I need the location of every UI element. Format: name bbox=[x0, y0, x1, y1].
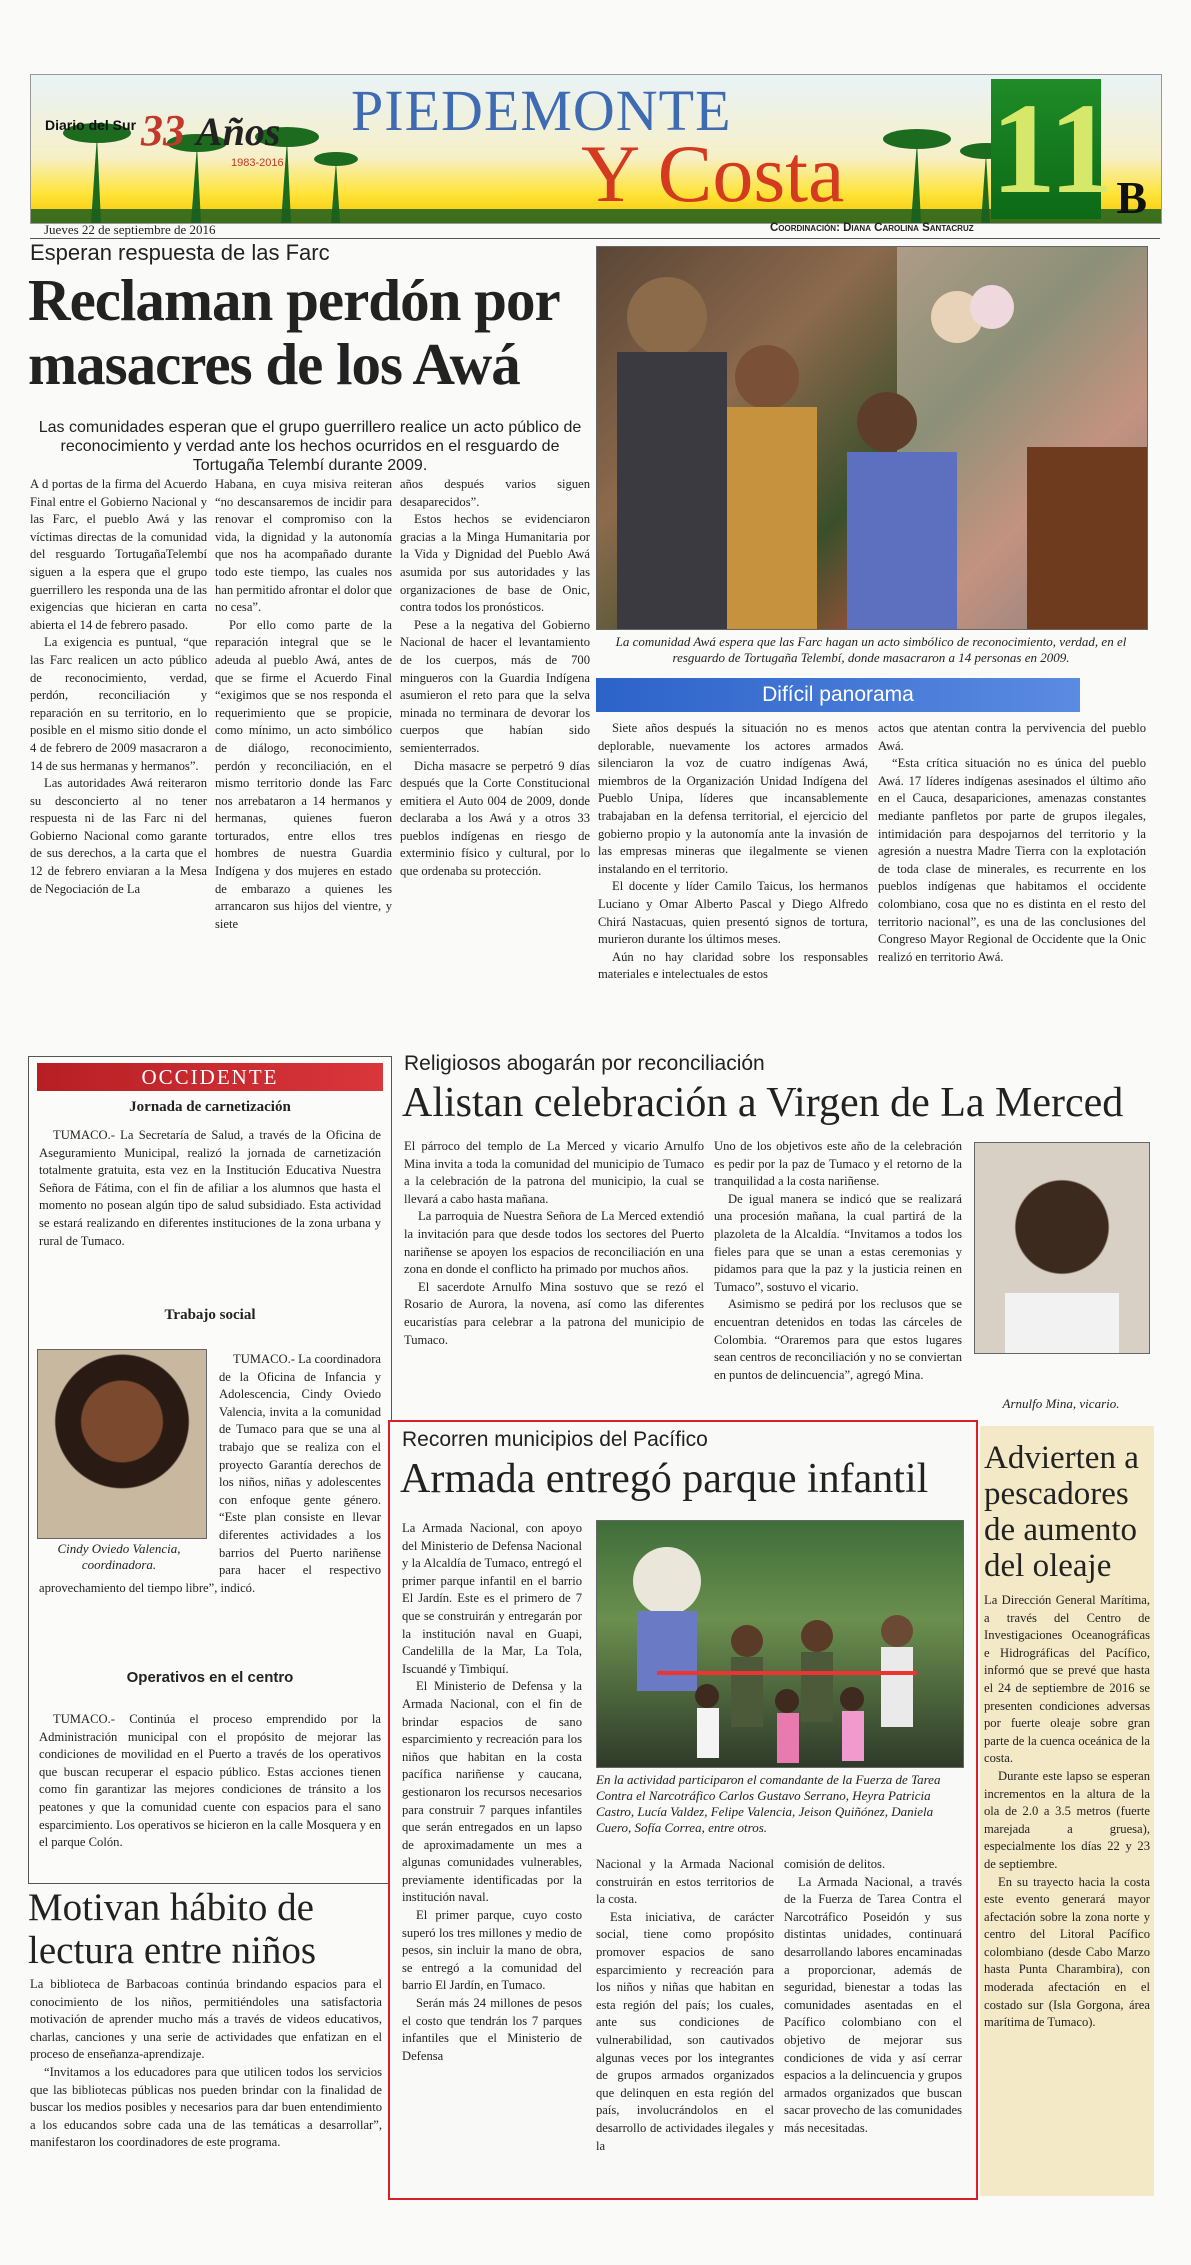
newspaper-brand: Diario del Sur bbox=[45, 117, 137, 133]
lead-kicker: Esperan respuesta de las Farc bbox=[30, 240, 330, 265]
lead-headline: Reclaman perdón por masacres de los Awá bbox=[28, 267, 559, 397]
park-ceremony-illustration bbox=[597, 1521, 963, 1767]
coordination-credit: Coordinación: Diana Carolina Santacruz bbox=[770, 222, 974, 234]
panorama-paragraph: actos que atentan contra la pervivencia del pueblo Awá. bbox=[878, 721, 1146, 753]
armada-paragraph: Nacional y la Armada Nacional construirán en estos territorios de la costa. bbox=[596, 1857, 774, 1907]
lectura-text bbox=[30, 1976, 382, 2190]
occidente-box bbox=[28, 1056, 392, 1884]
panorama-column-2 bbox=[878, 720, 1146, 1050]
lead-paragraph: años después varios siguen desaparecidos”. bbox=[400, 477, 590, 509]
lead-paragraph: Las autoridades Awá reiteraron su desconcierto al no tener respuesta ni de las Farc ni del Gobierno Nacional como garante de sus derechos, a la carta que el 12 de febrero enviaran a la Mesa de Negociación de La bbox=[30, 776, 207, 896]
pescadores-box bbox=[980, 1426, 1154, 2196]
armada-column-3 bbox=[784, 1856, 962, 2192]
panorama-column-1 bbox=[598, 720, 868, 1050]
anniversary-number: 33 bbox=[141, 106, 185, 155]
pescadores-paragraph: Durante este lapso se esperan incrementos en la altura de la ola de 2.0 a 3.5 metros (fuerte marejada a gruesa), especialmente los días 22 y 23 de septiembre. bbox=[984, 1768, 1150, 1871]
armada-kicker: Recorren municipios del Pacífico bbox=[402, 1428, 708, 1451]
lead-paragraph: Por ello como parte de la reparación integral que se le adeuda al pueblo Awá, antes de que se firme el Acuerdo Final “exigimos que se nos responda el requerimiento que se propicie, como mínimo, un acto simbólico de diálogo, reconocimiento, perdón y reconciliación, en el mismo territorio donde las Farc nos arrebataron a 14 hermanos y hermanas, quienes fueron torturados, entre ellos tres hombres de nuestra Guardia Indígena y dos mujeres en estado de embarazo a quienes les arrancaron sus hijos del vientre, y siete bbox=[215, 617, 392, 931]
anniversary-years: 1983-2016 bbox=[231, 157, 284, 169]
page-number: 11 bbox=[991, 77, 1114, 221]
lead-column-1 bbox=[30, 476, 207, 1036]
occidente-text-3 bbox=[39, 1711, 381, 1871]
masthead-divider bbox=[30, 238, 1160, 239]
armada-paragraph: La Armada Nacional, con apoyo del Ministerio de Defensa Nacional y la Alcaldía de Tumaco, entregó el primer parque infantil en el barrio El Jardín. Este es el primero de 7 que se construirán y entregarán por la institución naval en Guapi, Candelilla de la Mar, La Tola, Iscuandé y Timbiquí. bbox=[402, 1521, 582, 1676]
pescadores-paragraph: La Dirección General Marítima, a través del Centro de Investigaciones Oceanográficas e Hidrográficas del Pacífico, informó que se prevé que hasta el 24 de septiembre de 2016 se presenten condiciones adversas por fuerte oleaje sobre gran parte de la cuenca oceánica de la costa. bbox=[984, 1593, 1150, 1766]
panorama-paragraph: Siete años después la situación no es menos deplorable, nuevamente los actores armados silenciaron la voz de cuatro indígenas Awá, miembros de la Organización Unidad Indígena del Pueblo Unipa, líderes que incansablemente trabajaban en la defensa territorial, el ejercicio del gobierno propio y la autonomía ante la invasión de las empresas mineras que ilegalmente se vienen instalando en el territorio. bbox=[598, 721, 868, 876]
armada-photo bbox=[596, 1520, 964, 1768]
pescadores-paragraph: En su trayecto hacia la costa este evento generará mayor afectación sobre la zona norte y centro del Litoral Pacífico colombiano (desde Cabo Marzo hasta Punta Charambira), con moderada afectación en el costado sur (Isla Gorgona, área marítima de Tumaco). bbox=[984, 1874, 1150, 2030]
anniversary-badge bbox=[141, 105, 281, 156]
occidente-text-2 bbox=[39, 1351, 381, 1601]
issue-date: Jueves 22 de septiembre de 2016 bbox=[44, 222, 216, 237]
religiosos-paragraph: El sacerdote Arnulfo Mina sostuvo que se rezó el Rosario de Aurora, la novena, así como las diferentes eucaristías para celebrar a la patrona del municipio de Tumaco. bbox=[404, 1279, 704, 1347]
armada-headline: Armada entregó parque infantil bbox=[400, 1456, 929, 1502]
lectura-headline: Motivan hábito de lectura entre niños bbox=[28, 1886, 317, 1972]
arnulfo-photo-caption: Arnulfo Mina, vicario. bbox=[1002, 1396, 1120, 1411]
armada-column-1 bbox=[402, 1520, 582, 2190]
arnulfo-mina-photo bbox=[974, 1142, 1150, 1354]
lead-paragraph: A d portas de la firma del Acuerdo Final entre el Gobierno Nacional y las Farc, el pueblo Awá y las víctimas directas de la comunidad del resguardo TortugañaTelembí siguen a la espera que el grupo guerrillero les responda una de las exigencias que hicieran en carta abierta el 14 de febrero pasado. bbox=[30, 477, 207, 632]
masthead bbox=[30, 74, 1162, 224]
lead-paragraph: La exigencia es puntual, “que las Farc realicen un acto público de reconocimiento, verdad, perdón, reconciliación y reparación en su territorio, en lo posible en el mismo sitio donde el 4 de febrero de 2009 masacraron a 14 de sus hermanas y hermanos”. bbox=[30, 635, 207, 773]
religiosos-paragraph: Uno de los objetivos este año de la celebración es pedir por la paz de Tumaco y el retorno de la tranquilidad a la costa nariñense. bbox=[714, 1139, 962, 1189]
cindy-photo-caption: Cindy Oviedo Valencia, coordinadora. bbox=[57, 1541, 181, 1572]
section-title-line2: Y Costa bbox=[581, 128, 845, 219]
lead-paragraph: Estos hechos se evidenciaron gracias a la Minga Humanitaria por la Vida y Dignidad del Pueblo Awá asumida por sus autoridades y las organizaciones de base de Onic, contra todos los pronósticos. bbox=[400, 512, 590, 615]
lectura-paragraph: “Invitamos a los educadores para que utilicen todos los servicios que las bibliotecas públicas nos pueden brindar con la finalidad de buscar los medios posibles y necesarios para dar buen entendimiento a los educandos sobre cada una de las temáticas a desarrollar”, manifestaron los coordinadores de este programa. bbox=[30, 2064, 382, 2150]
religiosos-kicker: Religiosos abogarán por reconciliación bbox=[404, 1052, 765, 1075]
occidente-paragraph: TUMACO.- La coordinadora de la Oficina de Infancia y Adolescencia, Cindy Oviedo Valencia, invita a la comunidad de Tumaco para que se una al trabajo que se realiza con el proyecto Garantía derechos de los niños, niñas y adolescentes con enfoque gente género. “Este plan consiste en llevar diferentes actividades a los barrios del Puerto nariñense para hacer el respectivo aprovechamiento del tiempo libre”, indicó. bbox=[39, 1352, 381, 1595]
religiosos-paragraph: De igual manera se indicó que se realizará una procesión mañana, la cual partirá de la plazoleta de la Alcaldía. “Invitamos a todos los fieles para que se unan a estas ceremonias y pidamos para que la paz y la justicia reinen en Tumaco”, sostuvo el vicario. bbox=[714, 1191, 962, 1294]
mourners-photo-illustration bbox=[597, 247, 1147, 629]
portrait-illustration bbox=[975, 1143, 1149, 1353]
armada-paragraph: El primer parque, cuyo costo superó los tres millones y medio de pesos, sin incluir la mano de obra, se entregó a la comunidad del barrio El Jardín, en Tumaco. bbox=[402, 1908, 582, 1993]
occidente-text-1 bbox=[39, 1127, 381, 1307]
religiosos-paragraph: Asimismo se pedirá por los reclusos que se encuentran detenidos en todas las cárceles de Colombia. “Oraremos para que estos lugares sean centros de reconciliación y no se conviertan en puntos de delincuencia”, agregó Mina. bbox=[714, 1297, 962, 1382]
lead-column-3 bbox=[400, 476, 590, 1036]
panorama-paragraph: “Esta crítica situación no es única del pueblo Awá. 17 líderes indígenas asesinados el último año en el Cauca, desapariciones, amenazas constantes mediante panfletos por parte de grupos ilegales, intimidación para despojarnos del territorio y la agresión a nuestra Madre Tierra con la explotación de toda clase de minerales, es recurrente en los pueblos indígenas que habitamos el occidente colombiano, cosa que no es distinta en el resto del territorio nacional”, es una de las conclusiones del Congreso Mayor Regional de Occidente que la Onic realizó en territorio Awá. bbox=[878, 756, 1146, 964]
religiosos-paragraph: El párroco del templo de La Merced y vicario Arnulfo Mina invita a toda la comunidad del municipio de Tumaco a la celebración de la patrona del municipio, la cual se llevará a cabo hasta mañana. bbox=[404, 1139, 704, 1206]
armada-paragraph: comisión de delitos. bbox=[784, 1857, 886, 1871]
panorama-paragraph: El docente y líder Camilo Taicus, los hermanos Luciano y Omar Alberto Pascal y Diego Alfredo Chirá Nastacuas, quien presentó signos de tortura, murieron durante los últimos meses. bbox=[598, 879, 868, 947]
armada-photo-caption: En la actividad participaron el comandante de la Fuerza de Tarea Contra el Narcotráfico Carlos Gustavo Serrano, Heyra Patricia Castro, Lucía Valdez, Felipe Valencia, Jeison Quiñónez, Daniela Cuero, Sofía Correa, entre otros. bbox=[596, 1772, 941, 1835]
occidente-heading-3: Operativos en el centro bbox=[126, 1669, 294, 1686]
occidente-paragraph: TUMACO.- La Secretaría de Salud, a través de la Oficina de Aseguramiento Municipal, realizó la jornada de carnetización totalmente gratuita, esta vez en la Institución Educativa Nuestra Señora de Fátima, con el fin de afiliar a los alumnos que hasta el momento no posean algún tipo de salud subsidiado. Esta actividad se estará realizando en diferentes instituciones de la zona urbana y rural de Tumaco. bbox=[39, 1128, 381, 1248]
pescadores-headline: Advierten a pescadores de aumento del oleaje bbox=[984, 1440, 1139, 1584]
anniversary-word: Años bbox=[196, 109, 281, 154]
occidente-banner: OCCIDENTE bbox=[37, 1063, 383, 1091]
armada-column-2 bbox=[596, 1856, 774, 2192]
religiosos-paragraph: La parroquia de Nuestra Señora de La Merced extendió la invitación para que desde todos los sectores del Puerto nariñense se apoyen los espacios de reconciliación en una zona en donde el conflicto ha primado por muchos años. bbox=[404, 1209, 704, 1277]
lead-column-2 bbox=[215, 476, 392, 1036]
armada-article-box bbox=[388, 1420, 978, 2200]
panorama-paragraph: Aún no hay claridad sobre los responsables materiales e intelectuales de estos bbox=[598, 949, 868, 982]
armada-paragraph: El Ministerio de Defensa y la Armada Nacional, con el fin de brindar espacios de sano esparcimiento y recreación para los niños que habitan en la costa pacífica nariñense y caucana, gestionaron los recursos necesarios para construir 7 parques infantiles que serán entregados en un lapso de aproximadamente un mes a algunas comunidades vulnerables, previamente identificadas por la institución naval. bbox=[402, 1679, 582, 1905]
armada-paragraph: Esta iniciativa, de carácter social, tiene como propósito promover espacios de sano esparcimiento y recreación para los niños y niñas que habitan en esta región del país; los cuales, ante sus condiciones de vulnerabilidad, son cautivados algunas veces por los integrantes de grupos armados organizados que delinquen en esta región del país, involucrándolos en el desarrollo de actividades ilegales y la bbox=[596, 1909, 774, 2153]
lead-paragraph: Pese a la negativa del Gobierno Nacional de hacer el levantamiento de los cuerpos, más de 700 mingueros con la Guardia Indígena asumieron el reto para que la selva minada no terminara de devorar los cuerpos que habían sido semienterrados. bbox=[400, 617, 590, 755]
lead-paragraph: Habana, en cuya misiva reiteran “no descansaremos de incidir para renovar el compromiso con la vida, la dignidad y la autonomía que nos ha acompañado durante todo este tiempo, las cuales nos han permitido afrontar el dolor que no cesa”. bbox=[215, 477, 392, 615]
religiosos-column-1 bbox=[404, 1138, 704, 1418]
panorama-banner: Difícil panorama bbox=[596, 678, 1080, 712]
occidente-paragraph: TUMACO.- Continúa el proceso emprendido por la Administración municipal con el propósito de mejorar las condiciones de movilidad en el Puerto a través de los operativos que buscan recuperar el espacio público. Estas acciones tienen como fin garantizar las mejores condiciones de tránsito a los peatones y que la comunidad cuente con espacios para el sano esparcimiento. Los operativos se hicieron en la calle Mosquera y en el parque Colón. bbox=[39, 1712, 381, 1850]
section-title-line1: PIEDEMONTE bbox=[351, 78, 732, 143]
occidente-heading-2: Trabajo social bbox=[164, 1307, 256, 1323]
occidente-heading-1: Jornada de carnetización bbox=[129, 1099, 291, 1115]
religiosos-headline: Alistan celebración a Virgen de La Merced bbox=[402, 1080, 1124, 1126]
armada-paragraph: La Armada Nacional, a través de la Fuerza de Tarea Contra el Narcotráfico Poseidón y sus distintas unidades, continuará desarrollando labores encaminadas a proporcionar, además de seguridad, bienestar a todas las comunidades asentadas en el Pacífico colombiano con el objetivo de mejorar sus condiciones de vida y así cerrar espacios a la delincuencia y grupos armados organizados que buscan sacar provecho de las comunidades más necesitadas. bbox=[784, 1874, 962, 2135]
lead-photo bbox=[596, 246, 1148, 630]
page-letter: B bbox=[1116, 172, 1147, 223]
lead-photo-caption: La comunidad Awá espera que las Farc hagan un acto simbólico de reconocimiento, verdad, en el resguardo de Tortugaña Telembí, donde masacraron a 14 personas en 2009. bbox=[615, 634, 1127, 665]
lead-summary: Las comunidades esperan que el grupo guerrillero realice un acto público de reconocimiento y verdad ante los hechos ocurridos en el resguardo de Tortugaña Telembí durante 2009. bbox=[38, 419, 582, 474]
armada-paragraph: Serán más 24 millones de pesos el costo que tendrán los 7 parques infantiles que el Ministerio de Defensa bbox=[402, 1996, 582, 2063]
lectura-paragraph: La biblioteca de Barbacoas continúa brindando espacios para el conocimiento de los niños, permitiéndoles una satisfactoria motivación de aprender mucho más a través de videos educativos, charlas, canciones y una serie de actividades que enfatizan en el proceso de enseñanza-aprendizaje. bbox=[30, 1977, 382, 2062]
pescadores-text bbox=[984, 1592, 1150, 2192]
lead-paragraph: Dicha masacre se perpetró 9 días después que la Corte Constitucional emitiera el Auto 004 de 2009, donde declaraba a los Awá y a otros 33 pueblos indígenas en riesgo de exterminio físico y cultural, por lo que ordenaba su protección. bbox=[400, 758, 590, 879]
religiosos-column-2 bbox=[714, 1138, 962, 1420]
